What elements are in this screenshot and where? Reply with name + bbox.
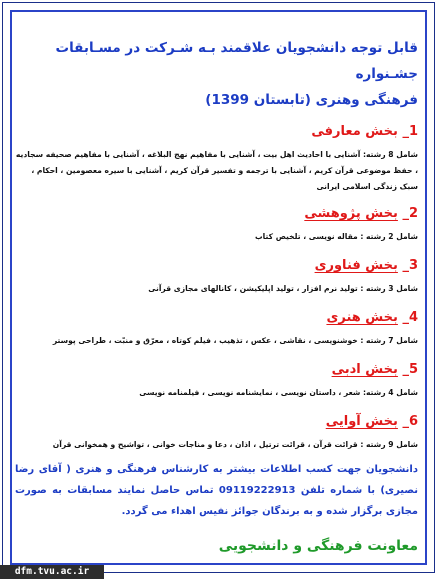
section-5: [15, 361, 422, 401]
section-4-body: شامل 7 رشته : خوشنویسی ، نقاشی ، عکس ، تذهیب ، فیلم کوتاه ، معرّق و منبّت ، طراحی پوستر: [52, 336, 418, 345]
section-2: [15, 205, 422, 245]
section-4-title: بخش هنری: [326, 310, 398, 325]
site-watermark: dfm.tvu.ac.ir: [0, 565, 104, 579]
section-6: [15, 413, 422, 453]
section-4-number: 4: [408, 310, 418, 325]
signature: معاونت فرهنگی و دانشجویی: [218, 538, 418, 554]
section-6-number: 6: [408, 414, 418, 429]
section-3-heading: 3_ بخش فناوری: [314, 258, 418, 273]
section-6-title: بخش آوایی: [325, 414, 398, 429]
section-6-body: شامل 9 رشته : قرائت قرآن ، قرائت ترتیل ، اذان ، دعا و مناجات خوانی ، تواشیح و همخوانی قرآن: [52, 440, 418, 449]
contact-notice: دانشجویان جهت کسب اطلاعات بیشتر به کارشناس فرهنگی و هنری ( آقای رضا نصیری) با شماره تلفن 09119222913 تماس حاصل نمایند مسابقات به صورت مجازی برگزار شده و به برندگان جوائز نفیس اهداء می گردد.: [15, 464, 418, 517]
section-2-heading: 2_ بخش پژوهشی: [304, 206, 418, 221]
section-4-heading: 4_ بخش هنری: [326, 310, 418, 325]
section-6-heading: 6_ بخش آوایی: [325, 414, 418, 429]
section-5-heading: 5_ بخش ادبی: [331, 362, 418, 377]
section-1-heading: 1_ بخش معارفی: [311, 124, 418, 139]
section-2-title: بخش پژوهشی: [304, 206, 398, 221]
section-4: [15, 309, 422, 349]
section-1-body: شامل 8 رشته: آشنایی با احادیث اهل بیت ، آشنایی با مفاهیم نهج البلاغه ، آشنایی با مفاهیم صحیفه سجادیه ، حفظ موضوعی قرآن کریم ، آشنایی با ترجمه و تفسیر قرآن کریم ، آشنایی با سیره معصومین ، احکام ، سبک زندگی اسلامی ایرانی: [15, 150, 418, 191]
section-3-title: بخش فناوری: [314, 258, 398, 273]
title-line-1: قابل توجه دانشجویان علاقمند بـه شـرکت در مسـابقات جشـنواره: [55, 40, 418, 82]
section-1: [15, 123, 422, 195]
section-2-body: شامل 2 رشته : مقاله نویسی ، تلخیص کتاب: [255, 232, 418, 241]
section-5-number: 5: [408, 362, 418, 377]
poster-title: [15, 35, 418, 113]
section-3-body: شامل 3 رشته : تولید نرم افزار ، تولید اپلیکیشن ، کانالهای مجازی قرآنی: [148, 284, 418, 293]
section-3: [15, 257, 422, 297]
poster-frame: [2, 2, 435, 573]
section-1-number: 1: [408, 124, 418, 139]
title-line-2: فرهنگی وهنری (تابستان 1399): [205, 92, 418, 108]
poster-content: [15, 15, 422, 554]
section-3-number: 3: [408, 258, 418, 273]
section-5-body: شامل 4 رشته: شعر ، داستان نویسی ، نمایشنامه نویسی ، فیلمنامه نویسی: [139, 388, 418, 397]
section-2-number: 2: [408, 206, 418, 221]
section-1-title: بخش معارفی: [311, 124, 398, 139]
section-5-title: بخش ادبی: [331, 362, 398, 377]
